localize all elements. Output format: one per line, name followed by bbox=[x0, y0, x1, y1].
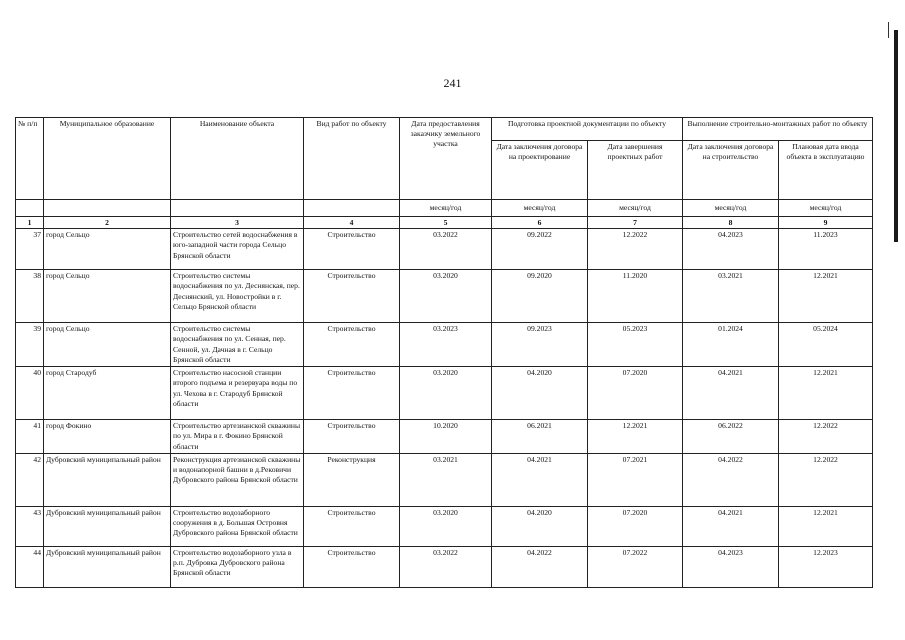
table-row bbox=[16, 546, 873, 587]
column-number: 7 bbox=[588, 217, 683, 229]
header-design-completion: Дата завершения проектных работ bbox=[588, 141, 683, 200]
column-number: 8 bbox=[683, 217, 779, 229]
scan-edge-mark bbox=[894, 30, 898, 242]
table-row bbox=[16, 506, 873, 546]
row-number: 37 bbox=[16, 229, 44, 270]
design-contract-cell: 04.2022 bbox=[492, 546, 588, 587]
row-number: 38 bbox=[16, 270, 44, 323]
work-type-cell: Строительство bbox=[304, 323, 400, 367]
object-cell: Строительство сетей водоснабжения в юго-западной части города Сельцо Брянской области bbox=[171, 229, 304, 270]
work-type-cell: Строительство bbox=[304, 546, 400, 587]
design-contract-cell: 09.2022 bbox=[492, 229, 588, 270]
land-date-cell: 03.2022 bbox=[400, 546, 492, 587]
municipality-cell: город Сельцо bbox=[44, 323, 171, 367]
municipality-cell: Дубровский муниципальный район bbox=[44, 506, 171, 546]
column-number: 2 bbox=[44, 217, 171, 229]
design-completion-cell: 07.2020 bbox=[588, 506, 683, 546]
unit-cell: месяц/год bbox=[588, 200, 683, 217]
work-type-cell: Реконструкция bbox=[304, 453, 400, 506]
table-row bbox=[16, 367, 873, 420]
column-number: 6 bbox=[492, 217, 588, 229]
object-cell: Строительство артезианской скважины по ул. Мира в г. Фокино Брянской области bbox=[171, 420, 304, 454]
land-date-cell: 03.2020 bbox=[400, 367, 492, 420]
unit-cell: месяц/год bbox=[683, 200, 779, 217]
design-contract-cell: 04.2020 bbox=[492, 506, 588, 546]
row-number: 40 bbox=[16, 367, 44, 420]
commission-date-cell: 12.2021 bbox=[779, 367, 873, 420]
municipality-cell: Дубровский муниципальный район bbox=[44, 453, 171, 506]
units-row bbox=[16, 200, 873, 217]
object-cell: Реконструкция артезианской скважины и водонапорной башни в д.Рековичи Дубровского района Брянской области bbox=[171, 453, 304, 506]
table-row bbox=[16, 270, 873, 323]
design-contract-cell: 09.2020 bbox=[492, 270, 588, 323]
column-number: 4 bbox=[304, 217, 400, 229]
municipality-cell: город Фокино bbox=[44, 420, 171, 454]
land-date-cell: 03.2022 bbox=[400, 229, 492, 270]
design-completion-cell: 07.2021 bbox=[588, 453, 683, 506]
municipality-cell: Дубровский муниципальный район bbox=[44, 546, 171, 587]
commission-date-cell: 12.2022 bbox=[779, 420, 873, 454]
land-date-cell: 03.2020 bbox=[400, 506, 492, 546]
object-cell: Строительство насосной станции второго подъема и резервуара воды по ул. Чехова в г. Стародуб Брянской области bbox=[171, 367, 304, 420]
column-numbers-row bbox=[16, 217, 873, 229]
construction-contract-cell: 06.2022 bbox=[683, 420, 779, 454]
header-land-date: Дата предоставления заказчику земельного участка bbox=[400, 118, 492, 200]
row-number: 44 bbox=[16, 546, 44, 587]
work-type-cell: Строительство bbox=[304, 506, 400, 546]
commission-date-cell: 12.2021 bbox=[779, 270, 873, 323]
design-completion-cell: 05.2023 bbox=[588, 323, 683, 367]
construction-contract-cell: 04.2023 bbox=[683, 546, 779, 587]
header-design-group: Подготовка проектной документации по объекту bbox=[492, 118, 683, 141]
page-number: 241 bbox=[443, 76, 462, 90]
design-completion-cell: 12.2021 bbox=[588, 420, 683, 454]
municipality-cell: город Стародуб bbox=[44, 367, 171, 420]
row-number: 42 bbox=[16, 453, 44, 506]
commission-date-cell: 12.2023 bbox=[779, 546, 873, 587]
header-construction-contract: Дата заключения договора на строительство bbox=[683, 141, 779, 200]
object-cell: Строительство системы водоснабжения по ул. Сенная, пер. Сенной, ул. Дачная в г. Сельцо Брянской области bbox=[171, 323, 304, 367]
object-cell: Строительство водозаборного узла в р.п. Дубровка Дубровского района Брянской области bbox=[171, 546, 304, 587]
construction-contract-cell: 04.2021 bbox=[683, 506, 779, 546]
land-date-cell: 10.2020 bbox=[400, 420, 492, 454]
object-cell: Строительство системы водоснабжения по ул. Деснянская, пер. Деснянский, ул. Новостройки в г. Сельцо Брянской области bbox=[171, 270, 304, 323]
header-municipality: Муниципальное образование bbox=[44, 118, 171, 200]
work-type-cell: Строительство bbox=[304, 420, 400, 454]
row-number: 41 bbox=[16, 420, 44, 454]
commission-date-cell: 12.2021 bbox=[779, 506, 873, 546]
design-completion-cell: 11.2020 bbox=[588, 270, 683, 323]
commission-date-cell: 05.2024 bbox=[779, 323, 873, 367]
table-row bbox=[16, 420, 873, 454]
design-completion-cell: 07.2022 bbox=[588, 546, 683, 587]
land-date-cell: 03.2020 bbox=[400, 270, 492, 323]
object-cell: Строительство водозаборного сооружения в д. Большая Островня Дубровского района Брянской области bbox=[171, 506, 304, 546]
design-completion-cell: 07.2020 bbox=[588, 367, 683, 420]
header-object: Наименование объекта bbox=[171, 118, 304, 200]
design-contract-cell: 04.2021 bbox=[492, 453, 588, 506]
design-contract-cell: 09.2023 bbox=[492, 323, 588, 367]
municipality-cell: город Сельцо bbox=[44, 229, 171, 270]
work-type-cell: Строительство bbox=[304, 367, 400, 420]
unit-cell: месяц/год bbox=[492, 200, 588, 217]
header-planned-commission: Плановая дата ввода объекта в эксплуатацию bbox=[779, 141, 873, 200]
header-num: № п/п bbox=[16, 118, 44, 200]
land-date-cell: 03.2023 bbox=[400, 323, 492, 367]
municipality-cell: город Сельцо bbox=[44, 270, 171, 323]
work-type-cell: Строительство bbox=[304, 229, 400, 270]
commission-date-cell: 12.2022 bbox=[779, 453, 873, 506]
design-contract-cell: 04.2020 bbox=[492, 367, 588, 420]
column-number: 3 bbox=[171, 217, 304, 229]
construction-contract-cell: 04.2021 bbox=[683, 367, 779, 420]
unit-cell: месяц/год bbox=[400, 200, 492, 217]
row-number: 43 bbox=[16, 506, 44, 546]
column-number: 5 bbox=[400, 217, 492, 229]
work-type-cell: Строительство bbox=[304, 270, 400, 323]
commission-date-cell: 11.2023 bbox=[779, 229, 873, 270]
header-construction-group: Выполнение строительно-монтажных работ по объекту bbox=[683, 118, 873, 141]
construction-contract-cell: 04.2023 bbox=[683, 229, 779, 270]
header-work-type: Вид работ по объекту bbox=[304, 118, 400, 200]
construction-contract-cell: 01.2024 bbox=[683, 323, 779, 367]
design-contract-cell: 06.2021 bbox=[492, 420, 588, 454]
objects-table bbox=[15, 117, 873, 588]
column-number: 1 bbox=[16, 217, 44, 229]
column-number: 9 bbox=[779, 217, 873, 229]
design-completion-cell: 12.2022 bbox=[588, 229, 683, 270]
construction-contract-cell: 04.2022 bbox=[683, 453, 779, 506]
land-date-cell: 03.2021 bbox=[400, 453, 492, 506]
table-row bbox=[16, 229, 873, 270]
row-number: 39 bbox=[16, 323, 44, 367]
table-row bbox=[16, 453, 873, 506]
header-design-contract: Дата заключения договора на проектирование bbox=[492, 141, 588, 200]
unit-cell: месяц/год bbox=[779, 200, 873, 217]
scan-edge-tick bbox=[888, 22, 889, 38]
construction-contract-cell: 03.2021 bbox=[683, 270, 779, 323]
table-row bbox=[16, 323, 873, 367]
